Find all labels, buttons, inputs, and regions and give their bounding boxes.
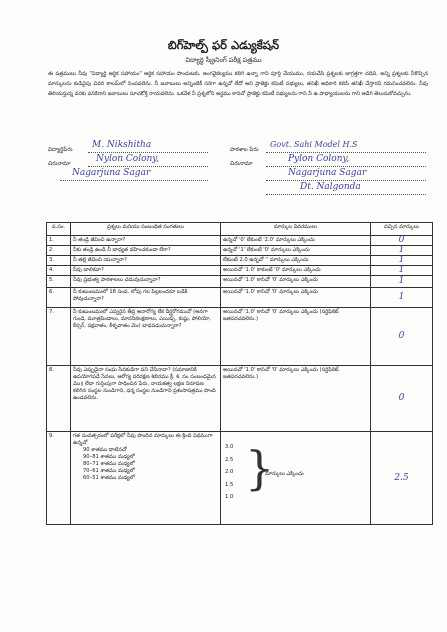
- row-mark-details: ఉన్నచో '1' లేకుంటే '0' మార్కులు ఎక్కించు: [221, 246, 371, 256]
- school-name-label: పాఠశాల పేరు: [230, 147, 259, 153]
- row-question: నీ కుటుంబములో ఎవ్వరైన తీవ్ర అనారోగ్య లేక దీర్ఘరోగమునో (అనగా గుండె, మూత్రపిండాలు, మానసికలక్షణాలు, ఎయిడ్స్, కుష్ఠు, పోలియో, కేన్సర్, పక్షవాతం, కీళ్ళవాతం మొ) బాధపడుచున్నారా?: [71, 308, 221, 366]
- student-name-underline: [88, 152, 208, 153]
- row-mark-details: అయినచో '1.0' కాకుంటే '0' మార్కులు ఎక్కించు: [221, 266, 371, 276]
- header-questions: ప్రశ్నలు మరియు సంబంధిత సంగతులు: [71, 223, 221, 236]
- row-score-field[interactable]: 2.5: [371, 432, 433, 525]
- row9-mark-details: మార్కులు ఎక్కించు: [265, 471, 304, 477]
- row-number: 2.: [47, 246, 71, 256]
- row-mark-details: లేకుంటే 2.0 ఉన్నచో '' మార్కులు ఎక్కించు: [221, 256, 371, 266]
- row-mark-details: [221, 432, 371, 525]
- row-mark-details: అయినచో '1.0' కానిచో '0' మార్కులు ఎక్కించు (సర్టిఫికెట్ జతపరచవలెను.): [221, 308, 371, 366]
- row-question: నీ కుటుంబములో 18 సంవ. లోపు గల పిల్లలందరూ బడికి పోవుచున్నారా?: [71, 288, 221, 308]
- school-name-underline: [266, 152, 426, 153]
- screening-table: [46, 222, 433, 525]
- row-question: నీవు బాలికవా?: [71, 266, 221, 276]
- row-score-field[interactable]: 1: [371, 276, 433, 288]
- row9-range-4: 70–61 శాతము మధ్యలో: [83, 468, 135, 474]
- row-number: 3.: [47, 256, 71, 266]
- table-row: [47, 308, 433, 366]
- address-underline-1: [88, 166, 208, 167]
- row9-value: 2.5: [225, 456, 234, 463]
- table-header-row: [47, 223, 433, 236]
- table-row: [47, 266, 433, 276]
- student-name-label: విద్యార్థిపేరు: [48, 147, 73, 153]
- row-question: నీ తండ్రి జీవించి ఉన్నారా?: [71, 236, 221, 246]
- row-score-field[interactable]: 1: [371, 246, 433, 256]
- row-mark-details: అయినచో '1.0' కానిచో '0' మార్కులు ఎక్కించు: [221, 288, 371, 308]
- row-number: 5.: [47, 276, 71, 288]
- brace-icon: }: [245, 441, 275, 495]
- row9-value: 1.0: [225, 494, 234, 500]
- row-mark-details: అయినచో '1.0' కానిచో '0' మార్కులు ఎక్కించు (సర్టిఫికెట్ జతపరచవలెను.): [221, 366, 371, 432]
- school-address-label: చిరునామా: [230, 161, 253, 167]
- table-row: [47, 276, 433, 288]
- header-serial: ప.సం.: [47, 223, 71, 236]
- page-subtitle: విద్యార్థి స్క్రీనింగ్ పరీక్ష పత్రము: [185, 56, 262, 64]
- row-number: 9.: [47, 432, 71, 525]
- instructions-paragraph: ఈ పత్రములు నీవు "విద్యార్థి ఆర్థిక సహాయం" ఆర్థిక సహాయం పొందుటకు, అంగవైకల్యము కలిగి ఉన్నా గాని పూర్తి చేయుము, రయచేసి ప్రశ్నలకు జాగ్రత్తగా చదివి, అన్ని ప్రశ్నలకు నీకొచ్చిన మార్కులను కుడివైపు చివరి కాలమ్‌లో నింపవలెను. నీ జవాబులు అన్నింటికీ సరిగా ఉన్నవో లేదో అని ప్రాజెక్టు కమిటీ సభ్యులు, తనిఖీ అధికారి కలిసి తనిఖీ చేస్తారని గమనించవలెను. నీవు తెలియస్తున్న వరకు పనికిరాని జవాబులు సూచకోక్తి రాయవలెను. ఒకవేళ నీ ప్రశ్నలోని అర్థము కానిచో ప్రాజెక్టు కమిటీ సభ్యులను గాని నీ ఉ పాధ్యాయులను గాని అడిగి తెలుసుకోవచ్చును.: [48, 71, 428, 97]
- row-mark-details: అయినచో '1.0' కానిచో '0' మార్కులు ఎక్కించు: [221, 276, 371, 288]
- row-number: 1.: [47, 236, 71, 246]
- row-number: 8.: [47, 366, 71, 432]
- address-field-line2[interactable]: Nagarjuna Sagar: [72, 168, 151, 178]
- school-name-field[interactable]: Govt. Sahi Model H.S: [270, 140, 358, 149]
- table-row: [47, 256, 433, 266]
- school-address-underline-3: [266, 194, 426, 195]
- address-field-line1[interactable]: Nylon Colony,: [96, 154, 160, 164]
- header-marks-obtained: వచ్చిన మార్కులు: [371, 223, 433, 236]
- page-title: బిగ్‌హెల్ప్ ఫర్ ఎడ్యుకేషన్: [167, 38, 280, 52]
- row-score-field[interactable]: 0: [371, 308, 433, 366]
- row9-value: 2.0: [225, 469, 234, 475]
- table-row: [47, 288, 433, 308]
- row-number: 6.: [47, 288, 71, 308]
- table-row: [47, 236, 433, 246]
- school-address-underline-2: [266, 180, 426, 181]
- table-row: [47, 366, 433, 432]
- row-question: నీవు ప్రభుత్వ పాఠశాలలు చదువుచున్నావా?: [71, 276, 221, 288]
- row-score-field[interactable]: 1: [371, 288, 433, 308]
- row-question: నీవు ఎప్పుడైనా సంఘ సేవకుడిగా పని చేసినావా? (సమాజానికి ఉపయోగపడే సేవలు, ఆరోగ్య పరిరక్షణ శిబిరము క్రీ. శి. సం సంబంధమైన మొ॥ లేదా గుర్తింపుగా సాధించిన పేరు, నాయకత్వ లక్షణ నిరూపణ కలిగిన సంస్థల నుండిగాని, ధర్మ సంస్థల నుండిగాని ప్రశంసాపత్రము పొంది ఉండవలెను.: [71, 366, 221, 432]
- address-underline-2: [60, 180, 208, 181]
- school-address-field-line1[interactable]: Pylon Colony,: [288, 154, 350, 164]
- school-address-field-line3[interactable]: Dt. Nalgonda: [300, 182, 361, 192]
- school-address-field-line2[interactable]: Nagarjuna Sagar: [288, 168, 367, 178]
- row9-values: [225, 441, 233, 504]
- row9-value: 1.5: [225, 481, 234, 488]
- row-mark-details: ఉన్నచో '0' లేకుంటే '2.0' మార్కులు ఎక్కించు: [221, 236, 371, 246]
- row9-range-3: 80–71 శాతము మధ్యలో: [83, 461, 135, 467]
- row-score-field[interactable]: 1: [371, 256, 433, 266]
- row-question: [71, 432, 221, 525]
- address-label: చిరునామా: [48, 161, 71, 167]
- row-question: నీకు తండ్రి ఉండి నీ బాధ్యత వహించకుండా లేరా?: [71, 246, 221, 256]
- header-mark-details: మార్కుల వివరములు: [221, 223, 371, 236]
- row-number: 7.: [47, 308, 71, 366]
- row9-range-5: 60–51 శాతము మధ్యలో: [83, 475, 135, 481]
- row-question: నీ తల్లి జీవించి యున్నారా?: [71, 256, 221, 266]
- row9-value: 3.0: [225, 444, 234, 450]
- row9-range-2: 90–81 శాతము మధ్యలో: [83, 454, 135, 460]
- row-score-field[interactable]: 0: [371, 366, 433, 432]
- table-row: [47, 432, 433, 525]
- school-address-underline-1: [266, 166, 426, 167]
- row9-range-1: 90 శాతము దాటినచో: [83, 447, 127, 453]
- table-row: [47, 246, 433, 256]
- row-score-field[interactable]: 1: [371, 266, 433, 276]
- row9-question-text: గత సంవత్సరంలో పరీక్షలో నీవు పొందిన మార్కులు ఈ క్రింది విధముగా ఉన్నచో: [73, 433, 213, 446]
- row-score-field[interactable]: 0: [371, 236, 433, 246]
- row-number: 4.: [47, 266, 71, 276]
- student-name-field[interactable]: M. Nikshitha: [92, 140, 152, 150]
